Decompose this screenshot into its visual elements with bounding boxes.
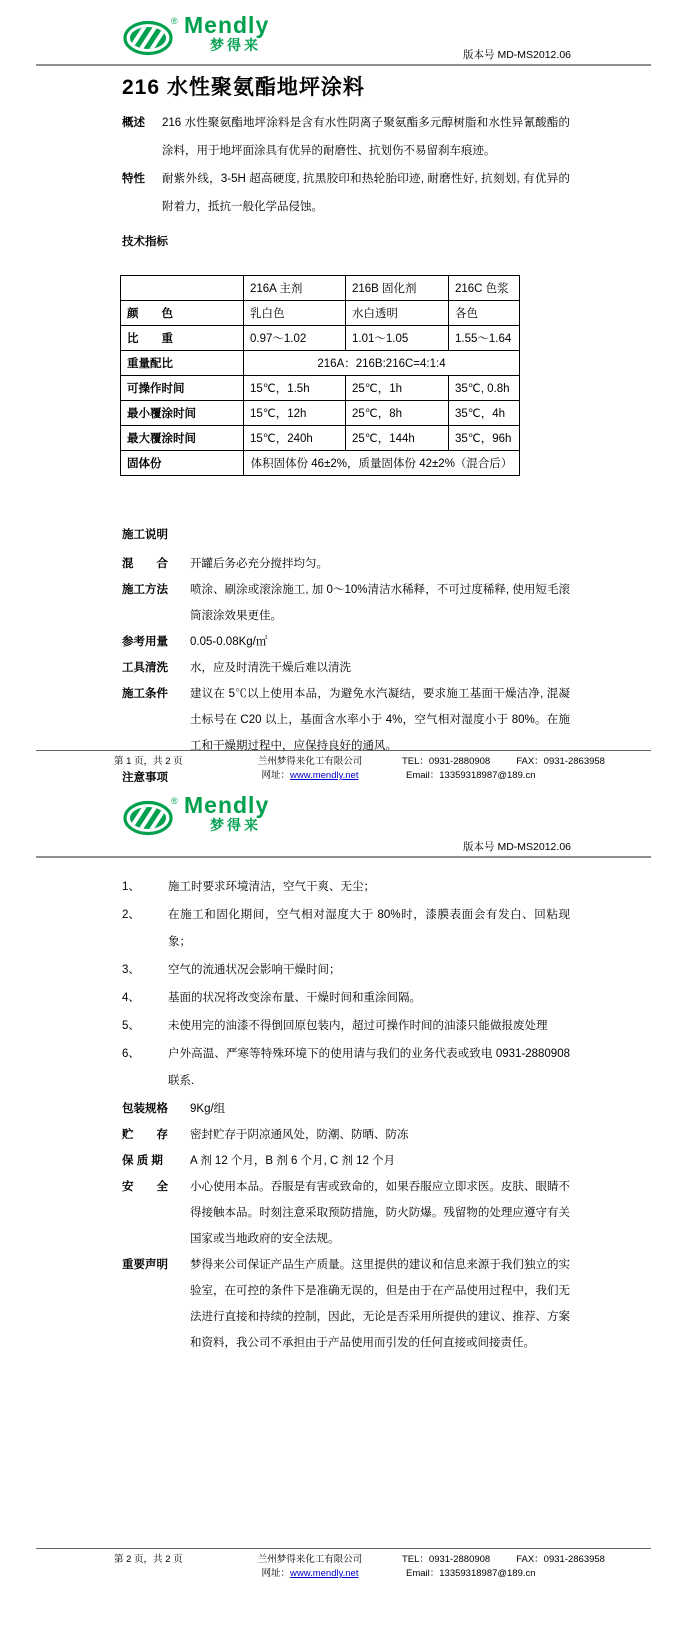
footer-divider <box>36 750 651 751</box>
features-label: 特性 <box>122 173 145 185</box>
header-divider <box>36 856 651 858</box>
table-cell: 0.97～1.02 <box>244 326 346 351</box>
fax-number: FAX：0931-2863958 <box>516 1554 605 1565</box>
construction-item-cleaning <box>122 655 570 681</box>
note-number: 4、 <box>122 992 140 1004</box>
email-label: Email： <box>406 1568 440 1579</box>
table-header-row <box>121 276 520 301</box>
company-name: 兰州梦得来化工有限公司 <box>257 1554 363 1565</box>
info-item-label: 安 全 <box>122 1181 168 1193</box>
info-item-label: 保 质 期 <box>122 1155 163 1167</box>
note-item-3 <box>122 957 570 984</box>
page-number: 第 2 页，共 2 页 <box>114 1554 183 1565</box>
page-header <box>0 782 687 856</box>
logo-word-en: Mendly <box>184 12 270 38</box>
table-row <box>121 426 520 451</box>
email-address: 13359318987@189.cn <box>439 770 536 781</box>
page-footer <box>0 750 687 782</box>
features-text: 耐紫外线，3-5H 超高硬度, 抗黑胶印和热轮胎印迹, 耐磨性好, 抗刻划, 有优异的附着力，抵抗一般化学品侵蚀。 <box>162 173 570 213</box>
email-label: Email： <box>406 770 440 781</box>
table-cell: 水白透明 <box>346 301 449 326</box>
info-item-safety <box>122 1174 570 1252</box>
note-item-5 <box>122 1013 570 1040</box>
construction-item-conditions <box>122 681 570 759</box>
note-item-4 <box>122 985 570 1012</box>
product-title: 216 水性聚氨酯地坪涂料 <box>122 76 365 99</box>
table-cell: 35℃, 0.8h <box>449 376 520 401</box>
info-item-text: A 剂 12 个月，B 剂 6 个月, C 剂 12 个月 <box>190 1155 396 1167</box>
note-number: 2、 <box>122 909 140 921</box>
website-link[interactable]: www.mendly.net <box>290 1568 359 1579</box>
table-header-cell: 216C 色浆 <box>449 276 520 301</box>
email-address: 13359318987@189.cn <box>439 1568 536 1579</box>
table-cell: 15℃，12h <box>244 401 346 426</box>
overview-label: 概述 <box>122 117 145 129</box>
footer-contact-block <box>402 1553 605 1581</box>
info-item-storage <box>122 1122 570 1148</box>
mendly-logo <box>122 794 269 841</box>
logo-word-cn: 梦得来 <box>210 37 261 53</box>
note-number: 6、 <box>122 1048 140 1060</box>
info-item-label: 重要声明 <box>122 1259 168 1271</box>
table-cell: 各色 <box>449 301 520 326</box>
fax-number: FAX：0931-2863958 <box>516 756 605 767</box>
logo-wordmark <box>184 14 269 52</box>
specs-table <box>120 275 520 476</box>
overview-paragraph <box>122 109 570 165</box>
mendly-logo-icon <box>122 794 180 841</box>
construction-item-text: 开罐后务必充分搅拌均匀。 <box>190 558 328 570</box>
construction-heading: 施工说明 <box>122 529 168 541</box>
table-row <box>121 301 520 326</box>
note-number: 1、 <box>122 881 140 893</box>
table-row <box>121 326 520 351</box>
info-item-text: 梦得来公司保证产品生产质量。这里提供的建议和信息来源于我们独立的实验室，在可控的条件下是准确无误的，但是由于在产品使用过程中，我们无法进行直接和持续的控制，因此，无论是否采用所提供的建议、推荐、方案和资料，我公司不承担由于产品使用而引发的任何直接或间接责任。 <box>190 1259 570 1349</box>
email-line <box>406 1567 605 1581</box>
info-item-shelf-life <box>122 1148 570 1174</box>
table-row <box>121 401 520 426</box>
website-link[interactable]: www.mendly.net <box>290 770 359 781</box>
table-cell: 乳白色 <box>244 301 346 326</box>
info-item-text: 9Kg/组 <box>190 1103 226 1115</box>
table-row-label: 颜 色 <box>121 301 244 326</box>
footer-company-block <box>232 755 388 782</box>
table-cell: 15℃，240h <box>244 426 346 451</box>
page-header <box>0 0 687 64</box>
table-cell: 1.01～1.05 <box>346 326 449 351</box>
table-cell: 25℃，144h <box>346 426 449 451</box>
info-item-label: 贮 存 <box>122 1129 168 1141</box>
table-cell: 25℃，8h <box>346 401 449 426</box>
table-row-label: 重量配比 <box>121 351 244 376</box>
note-text: 在施工和固化期间，空气相对湿度大于 80%时，漆膜表面会有发白、回粘现象； <box>168 909 570 948</box>
construction-item-label: 混 合 <box>122 558 168 570</box>
datasheet-page-2 <box>0 782 687 1638</box>
note-item-2 <box>122 902 570 956</box>
company-name: 兰州梦得来化工有限公司 <box>257 756 363 767</box>
table-cell: 1.55～1.64 <box>449 326 520 351</box>
version-number: 版本号 MD-MS2012.06 <box>463 841 571 853</box>
info-item-text: 小心使用本品。吞服是有害或致命的，如果吞服应立即求医。皮肤、眼睛不得接触本品。时刻注意采取预防措施，防火防爆。残留物的处理应遵守有关国家或当地政府的安全法规。 <box>190 1181 570 1245</box>
construction-item-label: 施工条件 <box>122 688 168 700</box>
table-row-label: 固体份 <box>121 451 244 476</box>
website-line <box>232 1567 388 1581</box>
note-item-6 <box>122 1041 570 1095</box>
website-label: 网址： <box>261 770 291 781</box>
construction-item-text: 建议在 5℃以上使用本品，为避免水汽凝结，要求施工基面干燥洁净, 混凝土标号在 C20 以上，基面含水率小于 4%，空气相对湿度小于 80%。在施工和干燥期过程中，应保持良好的通风。 <box>190 688 570 752</box>
notes-heading: 注意事项 <box>122 772 168 782</box>
table-row <box>121 351 520 376</box>
specs-heading: 技术指标 <box>122 236 168 248</box>
table-row <box>121 451 520 476</box>
table-row <box>121 376 520 401</box>
info-item-packaging <box>122 1096 570 1122</box>
table-header-cell: 216B 固化剂 <box>346 276 449 301</box>
footer-contact-block <box>402 755 605 782</box>
info-item-disclaimer <box>122 1252 570 1356</box>
logo-word-en: Mendly <box>184 792 270 818</box>
table-cell: 35℃，4h <box>449 401 520 426</box>
tel-number: TEL：0931-2880908 <box>402 756 491 767</box>
note-item-1 <box>122 874 570 901</box>
note-text: 施工时要求环境清洁，空气干爽、无尘； <box>168 881 375 893</box>
note-number: 5、 <box>122 1020 140 1032</box>
registered-mark-icon: ® <box>171 16 178 26</box>
construction-item-mixing <box>122 551 570 577</box>
table-cell: 35℃，96h <box>449 426 520 451</box>
logo-word-cn: 梦得来 <box>210 817 261 833</box>
mendly-logo-icon <box>122 14 180 61</box>
info-item-text: 密封贮存于阴凉通风处，防潮、防晒、防冻 <box>190 1129 409 1141</box>
overview-text: 216 水性聚氨酯地坪涂料是含有水性阴离子聚氨酯多元醇树脂和水性异氰酸酯的涂料，用于地坪面涂具有优异的耐磨性、抗划伤不易留刹车痕迹。 <box>162 117 570 157</box>
note-text: 基面的状况将改变涂布量、干燥时间和重涂间隔。 <box>168 992 421 1004</box>
registered-mark-icon: ® <box>171 796 178 806</box>
header-divider <box>36 64 651 66</box>
table-row-label: 比 重 <box>121 326 244 351</box>
construction-item-method <box>122 577 570 629</box>
note-text: 户外高温、严寒等特殊环境下的使用请与我们的业务代表或致电 0931-2880908 联系. <box>168 1048 570 1087</box>
note-number: 3、 <box>122 964 140 976</box>
table-row-label: 最大覆涂时间 <box>121 426 244 451</box>
construction-item-dosage <box>122 629 570 655</box>
website-line <box>232 769 388 782</box>
table-row-label: 可操作时间 <box>121 376 244 401</box>
logo-wordmark <box>184 794 269 832</box>
page-number: 第 1 页，共 2 页 <box>114 756 183 767</box>
info-item-label: 包装规格 <box>122 1103 168 1115</box>
datasheet-page-1 <box>0 0 687 782</box>
construction-item-label: 施工方法 <box>122 584 168 596</box>
table-header-cell: 216A 主剂 <box>244 276 346 301</box>
construction-item-text: 喷涂、刷涂或滚涂施工, 加 0～10%清洁水稀释，不可过度稀释, 使用短毛滚筒滚涂效果更佳。 <box>190 584 570 622</box>
table-row-label: 最小覆涂时间 <box>121 401 244 426</box>
email-line <box>406 769 605 782</box>
table-cell: 15℃，1.5h <box>244 376 346 401</box>
construction-item-text: 0.05-0.08Kg/㎡ <box>190 636 268 648</box>
note-text: 未使用完的油漆不得倒回原包装内，超过可操作时间的油漆只能做报废处理 <box>168 1020 548 1032</box>
note-text: 空气的流通状况会影响干燥时间； <box>168 964 341 976</box>
construction-item-label: 工具清洗 <box>122 662 168 674</box>
footer-company-block <box>232 1553 388 1581</box>
website-label: 网址： <box>261 1568 291 1579</box>
version-number: 版本号 MD-MS2012.06 <box>463 49 571 61</box>
table-span-cell: 体积固体份 46±2%，质量固体份 42±2%（混合后） <box>244 451 520 476</box>
table-header-cell <box>121 276 244 301</box>
features-paragraph <box>122 165 570 221</box>
construction-item-label: 参考用量 <box>122 636 168 648</box>
mendly-logo <box>122 14 269 61</box>
tel-number: TEL：0931-2880908 <box>402 1554 491 1565</box>
page-footer <box>0 1548 687 1581</box>
table-span-cell: 216A：216B:216C=4:1:4 <box>244 351 520 376</box>
construction-item-text: 水，应及时清洗干燥后难以清洗 <box>190 662 351 674</box>
footer-divider <box>36 1548 651 1549</box>
table-cell: 25℃，1h <box>346 376 449 401</box>
